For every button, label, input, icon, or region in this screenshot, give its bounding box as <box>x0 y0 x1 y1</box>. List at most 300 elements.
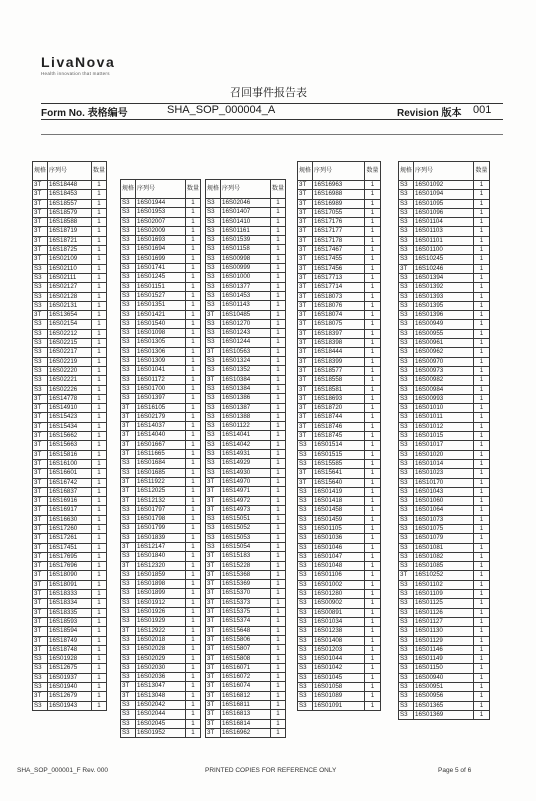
table-row <box>298 348 381 357</box>
serial-cell: 16S01419 <box>313 487 365 496</box>
serial-cell: 16S12675 <box>48 664 92 673</box>
qty-cell: 1 <box>474 236 490 245</box>
spec-cell: S3 <box>399 692 414 701</box>
qty-cell: 1 <box>92 218 107 227</box>
serial-cell: 16S01937 <box>48 673 92 682</box>
qty-cell: 1 <box>474 469 490 478</box>
serial-cell: 16S11922 <box>136 477 186 486</box>
table-row <box>121 682 201 691</box>
serial-cell: 16S10384 <box>221 375 271 384</box>
qty-cell: 1 <box>474 562 490 571</box>
qty-cell: 1 <box>186 468 201 477</box>
qty-cell: 1 <box>271 217 286 226</box>
spec-cell: S3 <box>121 264 136 273</box>
spec-cell: S3 <box>298 450 313 459</box>
table-row <box>298 394 381 403</box>
spec-cell: S3 <box>399 283 414 292</box>
table-row <box>121 384 201 393</box>
spec-cell: 3T <box>206 719 221 728</box>
spec-cell: 3T <box>298 366 313 375</box>
spec-cell: 3T <box>121 403 136 412</box>
qty-cell: 1 <box>365 432 381 441</box>
spec-cell: 3T <box>206 477 221 486</box>
qty-cell: 1 <box>186 245 201 254</box>
qty-cell: 1 <box>186 524 201 533</box>
spec-cell: S3 <box>399 190 414 199</box>
spec-cell: S3 <box>206 403 221 412</box>
footer-doc-code: SHA_SOP_000001_F Rev. 000 <box>17 767 108 774</box>
table-row <box>206 291 286 300</box>
table-row <box>399 432 490 441</box>
table-row <box>33 506 107 515</box>
spec-cell: S3 <box>399 311 414 320</box>
serial-cell: 16S15052 <box>221 524 271 533</box>
serial-cell: 16S17451 <box>48 543 92 552</box>
table-row <box>121 552 201 561</box>
spec-cell: 3T <box>206 617 221 626</box>
qty-cell: 1 <box>365 506 381 515</box>
qty-cell: 1 <box>365 292 381 301</box>
table-row <box>206 635 286 644</box>
qty-cell: 1 <box>365 673 381 682</box>
serial-cell: 16S15663 <box>48 441 92 450</box>
spec-cell: S3 <box>206 217 221 226</box>
table-row <box>206 580 286 589</box>
qty-cell: 1 <box>92 543 107 552</box>
table-row <box>121 366 201 375</box>
qty-cell: 1 <box>186 338 201 347</box>
serial-cell: 16S14041 <box>221 431 271 440</box>
table-row <box>121 199 201 208</box>
spec-cell: S3 <box>33 673 48 682</box>
qty-cell: 1 <box>474 673 490 682</box>
spec-cell: 3T <box>298 385 313 394</box>
serial-cell: 16S01305 <box>136 338 186 347</box>
spec-cell: S3 <box>121 505 136 514</box>
serial-cell: 16S18720 <box>313 404 365 413</box>
serial-cell: 16S18073 <box>313 292 365 301</box>
table-row <box>298 236 381 245</box>
qty-cell: 1 <box>474 255 490 264</box>
serial-cell: 16S01048 <box>313 562 365 571</box>
serial-cell: 16S01129 <box>414 636 474 645</box>
table-row <box>298 366 381 375</box>
spec-cell: 3T <box>298 264 313 273</box>
header-rule-bottom <box>41 119 503 120</box>
spec-cell: S3 <box>399 385 414 394</box>
qty-cell: 1 <box>186 487 201 496</box>
table-row <box>206 301 286 310</box>
spec-cell: S3 <box>298 627 313 636</box>
serial-cell: 16S14037 <box>136 422 186 431</box>
qty-cell: 1 <box>271 431 286 440</box>
qty-cell: 1 <box>92 404 107 413</box>
table-row <box>399 645 490 654</box>
table-row <box>399 246 490 255</box>
serial-cell: 16S00891 <box>313 608 365 617</box>
spec-cell: S3 <box>399 664 414 673</box>
table-row <box>298 339 381 348</box>
qty-cell: 1 <box>92 534 107 543</box>
spec-cell: S3 <box>206 431 221 440</box>
qty-cell: 1 <box>474 627 490 636</box>
table-row <box>33 273 107 282</box>
spec-cell: 3T <box>33 190 48 199</box>
qty-cell: 1 <box>365 636 381 645</box>
qty-cell: 1 <box>271 673 286 682</box>
serial-cell: 16S16988 <box>313 190 365 199</box>
table-row <box>399 497 490 506</box>
table-row <box>298 190 381 199</box>
serial-cell: 16S01351 <box>136 301 186 310</box>
serial-cell: 16S16742 <box>48 478 92 487</box>
spec-cell: S3 <box>121 710 136 719</box>
serial-cell: 16S01797 <box>136 505 186 514</box>
qty-cell: 1 <box>271 570 286 579</box>
qty-cell: 1 <box>271 719 286 728</box>
qty-cell: 1 <box>186 375 201 384</box>
table-row <box>298 469 381 478</box>
spec-cell: 3T <box>399 264 414 273</box>
serial-cell: 16S18398 <box>313 339 365 348</box>
spec-cell: S3 <box>399 218 414 227</box>
serial-cell: 16S01928 <box>48 655 92 664</box>
serial-cell: 16S01146 <box>414 645 474 654</box>
spec-cell: 3T <box>33 562 48 571</box>
spec-cell: S3 <box>298 599 313 608</box>
spec-cell: S3 <box>121 254 136 263</box>
spec-cell: 3T <box>33 394 48 403</box>
serial-cell: 16S01095 <box>414 199 474 208</box>
table-row <box>399 590 490 599</box>
qty-cell: 1 <box>186 608 201 617</box>
table-row <box>399 218 490 227</box>
spec-cell: 3T <box>121 542 136 551</box>
spec-cell: S3 <box>399 683 414 692</box>
serial-cell: 16S01912 <box>136 598 186 607</box>
serial-cell: 16S00973 <box>414 366 474 375</box>
table-row <box>33 552 107 561</box>
spec-cell: S3 <box>33 655 48 664</box>
qty-cell: 1 <box>271 515 286 524</box>
spec-cell: S3 <box>298 608 313 617</box>
table-row <box>33 645 107 654</box>
spec-cell: 3T <box>298 190 313 199</box>
table-row <box>206 366 286 375</box>
serial-cell: 16S14930 <box>221 468 271 477</box>
spec-cell: S3 <box>33 283 48 292</box>
spec-cell: S3 <box>121 673 136 682</box>
serial-cell: 16S01377 <box>221 282 271 291</box>
table-header-row <box>399 162 490 181</box>
table-row <box>298 227 381 236</box>
qty-cell: 1 <box>186 319 201 328</box>
table-row <box>298 208 381 217</box>
table-row <box>298 478 381 487</box>
spec-cell: S3 <box>399 246 414 255</box>
spec-cell: S3 <box>399 357 414 366</box>
logo-tagline: Health innovation that matters <box>41 71 110 76</box>
spec-cell: 3T <box>206 347 221 356</box>
qty-cell: 1 <box>271 319 286 328</box>
spec-cell: 3T <box>33 208 48 217</box>
table-row <box>121 347 201 356</box>
spec-cell: 3T <box>33 441 48 450</box>
table-row <box>206 626 286 635</box>
qty-cell: 1 <box>186 505 201 514</box>
spec-cell: S3 <box>121 208 136 217</box>
table-row <box>121 505 201 514</box>
spec-cell: S3 <box>206 329 221 338</box>
qty-cell: 1 <box>92 181 107 190</box>
serial-cell: 16S01395 <box>414 301 474 310</box>
table-row <box>33 329 107 338</box>
serial-cell: 16S16100 <box>48 459 92 468</box>
serial-cell: 16S02046 <box>221 199 271 208</box>
spec-cell: S3 <box>298 571 313 580</box>
serial-cell: 16S01387 <box>221 403 271 412</box>
spec-cell: 3T <box>206 552 221 561</box>
serial-cell: 16S01693 <box>136 236 186 245</box>
qty-cell: 1 <box>365 617 381 626</box>
table-row <box>121 617 201 626</box>
serial-cell: 16S01104 <box>414 218 474 227</box>
serial-cell: 16S01058 <box>313 683 365 692</box>
spec-cell: S3 <box>399 580 414 589</box>
logo-wordmark: LivaNova <box>41 54 116 70</box>
spec-cell: S3 <box>399 645 414 654</box>
spec-cell: S3 <box>206 254 221 263</box>
qty-cell: 1 <box>186 533 201 542</box>
spec-cell: S3 <box>121 654 136 663</box>
table-row <box>121 319 201 328</box>
table-row <box>298 422 381 431</box>
serial-cell: 16S01245 <box>136 273 186 282</box>
serial-cell: 16S02179 <box>136 412 186 421</box>
qty-cell: 1 <box>186 329 201 338</box>
qty-cell: 1 <box>271 487 286 496</box>
table-row <box>33 181 107 190</box>
spec-cell: S3 <box>206 394 221 403</box>
table-row <box>399 301 490 310</box>
table-row <box>399 524 490 533</box>
table-row <box>121 422 201 431</box>
table-row <box>121 431 201 440</box>
qty-cell: 1 <box>271 329 286 338</box>
qty-cell: 1 <box>186 431 201 440</box>
serial-table-4 <box>297 161 381 711</box>
spec-cell: S3 <box>206 468 221 477</box>
table-row <box>298 580 381 589</box>
header-qty: 数量 <box>186 180 201 199</box>
serial-cell: 16S10170 <box>414 478 474 487</box>
spec-cell: S3 <box>399 487 414 496</box>
qty-cell: 1 <box>186 598 201 607</box>
spec-cell: 3T <box>298 227 313 236</box>
serial-cell: 16S01043 <box>414 487 474 496</box>
spec-cell: S3 <box>33 339 48 348</box>
spec-cell: S3 <box>33 701 48 710</box>
spec-cell: S3 <box>298 636 313 645</box>
serial-cell: 16S01929 <box>136 617 186 626</box>
table-row <box>399 320 490 329</box>
table-row <box>33 515 107 524</box>
serial-cell: 16S01041 <box>136 366 186 375</box>
serial-cell: 16S02044 <box>136 710 186 719</box>
qty-cell: 1 <box>365 246 381 255</box>
serial-cell: 16S15434 <box>48 422 92 431</box>
spec-cell: S3 <box>399 208 414 217</box>
spec-cell: 3T <box>206 691 221 700</box>
qty-cell: 1 <box>365 627 381 636</box>
qty-cell: 1 <box>474 617 490 626</box>
table-row <box>121 608 201 617</box>
spec-cell: S3 <box>121 580 136 589</box>
table-row <box>206 431 286 440</box>
serial-cell: 16S01386 <box>221 394 271 403</box>
spec-cell: S3 <box>298 664 313 673</box>
qty-cell: 1 <box>92 199 107 208</box>
qty-cell: 1 <box>92 571 107 580</box>
serial-cell: 16S01126 <box>414 608 474 617</box>
spec-cell: S3 <box>121 663 136 672</box>
table-row <box>298 497 381 506</box>
spec-cell: S3 <box>298 552 313 561</box>
serial-cell: 16S00999 <box>221 264 271 273</box>
serial-cell: 16S01149 <box>414 655 474 664</box>
serial-cell: 16S18594 <box>48 627 92 636</box>
qty-cell: 1 <box>186 570 201 579</box>
table-row <box>121 403 201 412</box>
table-row <box>298 199 381 208</box>
table-row <box>206 217 286 226</box>
qty-cell: 1 <box>186 310 201 319</box>
qty-cell: 1 <box>186 208 201 217</box>
qty-cell: 1 <box>365 255 381 264</box>
serial-cell: 16S16837 <box>48 487 92 496</box>
spec-cell: S3 <box>399 590 414 599</box>
qty-cell: 1 <box>365 515 381 524</box>
table-row <box>33 459 107 468</box>
spec-cell: 3T <box>33 487 48 496</box>
qty-cell: 1 <box>271 682 286 691</box>
table-row <box>33 487 107 496</box>
table-row <box>399 255 490 264</box>
qty-cell: 1 <box>365 590 381 599</box>
table-row <box>399 701 490 710</box>
spec-cell: 3T <box>206 310 221 319</box>
spec-cell: 3T <box>33 543 48 552</box>
qty-cell: 1 <box>271 208 286 217</box>
serial-cell: 16S01098 <box>136 329 186 338</box>
table-row <box>206 691 286 700</box>
spec-cell: S3 <box>206 533 221 542</box>
table-row <box>399 181 490 190</box>
qty-cell: 1 <box>474 515 490 524</box>
qty-cell: 1 <box>271 384 286 393</box>
qty-cell: 1 <box>186 645 201 654</box>
qty-cell: 1 <box>474 301 490 310</box>
table-row <box>298 292 381 301</box>
table-row <box>33 366 107 375</box>
table-row <box>33 599 107 608</box>
spec-cell: 3T <box>121 450 136 459</box>
spec-cell: S3 <box>298 497 313 506</box>
spec-cell: 3T <box>206 682 221 691</box>
qty-cell: 1 <box>271 366 286 375</box>
qty-cell: 1 <box>92 692 107 701</box>
qty-cell: 1 <box>186 542 201 551</box>
table-row <box>33 422 107 431</box>
qty-cell: 1 <box>271 394 286 403</box>
qty-cell: 1 <box>92 450 107 459</box>
qty-cell: 1 <box>92 524 107 533</box>
qty-cell: 1 <box>92 701 107 710</box>
report-title: 召回事件报告表 <box>230 86 307 99</box>
qty-cell: 1 <box>474 571 490 580</box>
table-row <box>206 673 286 682</box>
qty-cell: 1 <box>271 459 286 468</box>
qty-cell: 1 <box>474 404 490 413</box>
serial-cell: 16S15807 <box>221 645 271 654</box>
qty-cell: 1 <box>92 246 107 255</box>
table-row <box>33 701 107 710</box>
qty-cell: 1 <box>186 282 201 291</box>
qty-cell: 1 <box>271 310 286 319</box>
qty-cell: 1 <box>365 608 381 617</box>
table-row <box>121 598 201 607</box>
qty-cell: 1 <box>92 487 107 496</box>
serial-cell: 16S01109 <box>414 590 474 599</box>
spec-cell: S3 <box>121 533 136 542</box>
table-row <box>298 283 381 292</box>
table-row <box>399 366 490 375</box>
qty-cell: 1 <box>92 348 107 357</box>
spec-cell: S3 <box>121 273 136 282</box>
serial-cell: 16S01741 <box>136 264 186 273</box>
spec-cell: S3 <box>121 552 136 561</box>
table-row <box>121 273 201 282</box>
spec-cell: S3 <box>399 608 414 617</box>
spec-cell: 3T <box>33 450 48 459</box>
serial-cell: 16S02030 <box>136 663 186 672</box>
serial-cell: 16S01280 <box>313 590 365 599</box>
spec-cell: 3T <box>206 598 221 607</box>
header-rule-thin <box>41 134 503 135</box>
serial-cell: 16S15808 <box>221 654 271 663</box>
spec-cell: S3 <box>298 580 313 589</box>
qty-cell: 1 <box>365 543 381 552</box>
table-row <box>298 441 381 450</box>
spec-cell: S3 <box>298 683 313 692</box>
serial-cell: 16S00962 <box>414 348 474 357</box>
qty-cell: 1 <box>186 384 201 393</box>
header-qty: 数量 <box>365 162 381 181</box>
serial-cell: 16S01421 <box>136 310 186 319</box>
serial-cell: 16S16814 <box>221 719 271 728</box>
table-row <box>298 506 381 515</box>
qty-cell: 1 <box>271 691 286 700</box>
spec-cell: S3 <box>399 459 414 468</box>
serial-cell: 16S17456 <box>313 264 365 273</box>
qty-cell: 1 <box>92 273 107 282</box>
serial-cell: 16S01458 <box>313 506 365 515</box>
serial-cell: 16S18557 <box>48 199 92 208</box>
serial-cell: 16S01388 <box>221 412 271 421</box>
serial-cell: 16S01952 <box>136 728 186 737</box>
qty-cell: 1 <box>365 311 381 320</box>
qty-cell: 1 <box>186 412 201 421</box>
